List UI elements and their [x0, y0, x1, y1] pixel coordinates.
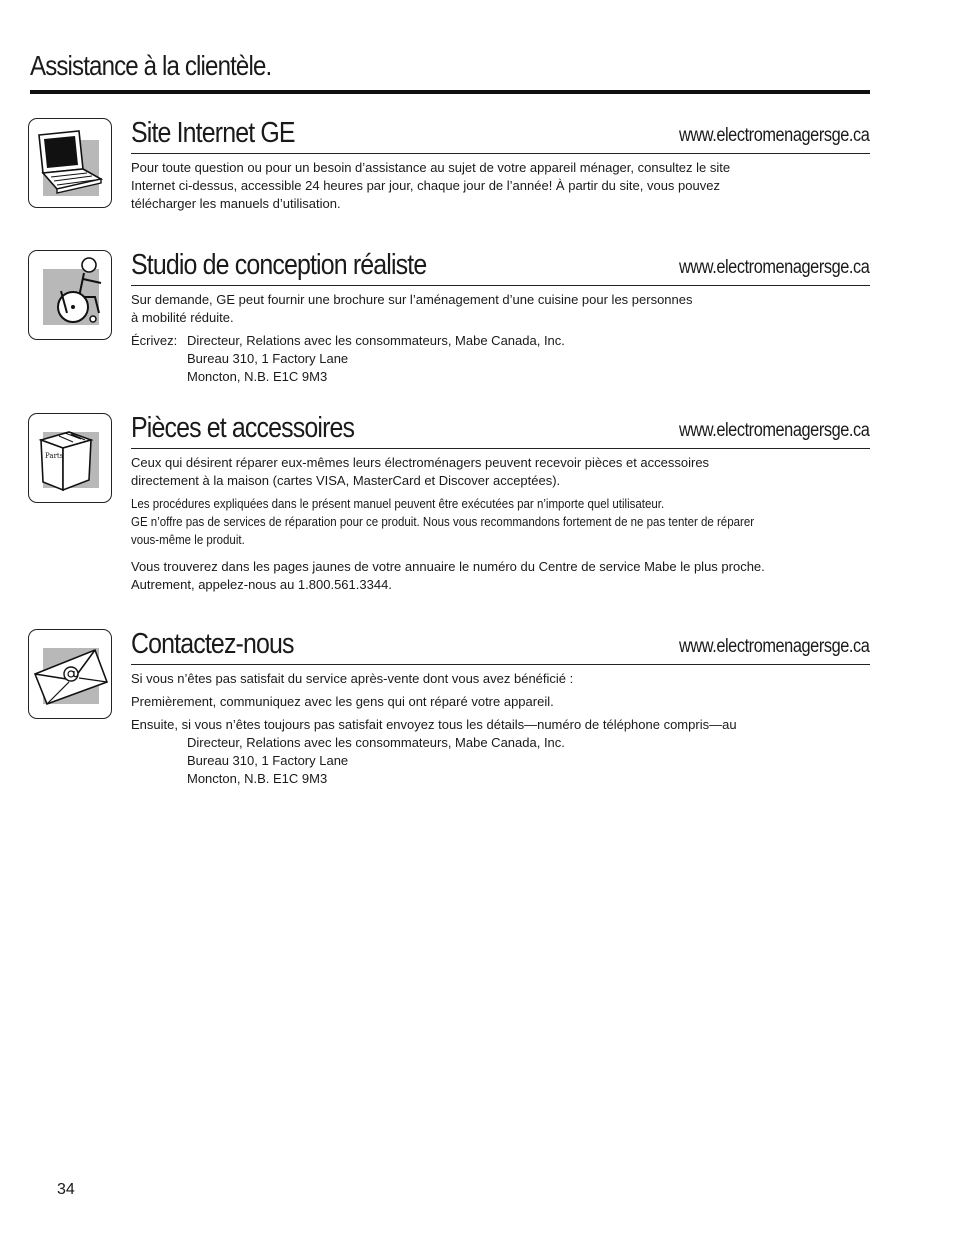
website-link[interactable]: www.electromenagersge.ca [678, 420, 869, 441]
wheelchair-icon [28, 250, 112, 340]
note-line: GE n’offre pas de services de réparation pour ce produit. Nous vous recommandons fortement de ne pas tenter de réparer [131, 515, 755, 529]
website-link[interactable]: www.electromenagersge.ca [678, 125, 869, 146]
address-line: Directeur, Relations avec les consommateurs, Mabe Canada, Inc. [187, 333, 565, 348]
section-title: Site Internet GE [131, 117, 295, 149]
website-link[interactable]: www.electromenagersge.ca [678, 257, 869, 278]
title-rule [30, 90, 870, 94]
page-title: Assistance à la clientèle. [30, 50, 272, 81]
address-line: Moncton, N.B. E1C 9M3 [187, 369, 328, 384]
section-title: Studio de conception réaliste [131, 249, 427, 281]
address-line: Moncton, N.B. E1C 9M3 [187, 771, 328, 786]
parts-box-icon [28, 413, 112, 503]
body-line: directement à la maison (cartes VISA, MasterCard et Discover acceptées). [131, 473, 561, 488]
body-line: Vous trouverez dans les pages jaunes de votre annuaire le numéro du Centre de service Mabe le plus proche. [131, 559, 765, 574]
section-body [131, 454, 831, 594]
service-center-info [131, 558, 831, 594]
body-line: Internet ci-dessus, accessible 24 heures par jour, chaque jour de l’année! À partir du site, vous pouvez [131, 178, 720, 193]
note-line: vous-même le produit. [131, 533, 245, 547]
laptop-icon [28, 118, 112, 208]
section-title: Pièces et accessoires [131, 412, 355, 444]
mailing-address [131, 332, 831, 386]
repair-notes [131, 495, 830, 549]
body-line: Autrement, appelez-nous au 1.800.561.3344. [131, 577, 392, 592]
address-line: Bureau 310, 1 Factory Lane [187, 351, 349, 366]
address-line: Bureau 310, 1 Factory Lane [187, 753, 349, 768]
section-body [131, 291, 831, 386]
section-rule [131, 664, 870, 665]
website-link[interactable]: www.electromenagersge.ca [678, 636, 869, 657]
address-line: Directeur, Relations avec les consommateurs, Mabe Canada, Inc. [187, 735, 565, 750]
body-line: à mobilité réduite. [131, 310, 234, 325]
email-envelope-icon [28, 629, 112, 719]
section-rule [131, 153, 870, 154]
body-line: Sur demande, GE peut fournir une brochure sur l’aménagement d’une cuisine pour les personnes [131, 292, 693, 307]
mailing-address [131, 734, 891, 788]
body-line: Premièrement, communiquez avec les gens qui ont réparé votre appareil. [131, 694, 554, 709]
body-line: Si vous n’êtes pas satisfait du service après-vente dont vous avez bénéficié : [131, 671, 574, 686]
body-line: Pour toute question ou pour un besoin d’assistance au sujet de votre appareil ménager, consultez le site [131, 160, 731, 175]
section-rule [131, 448, 870, 449]
section-body [131, 159, 831, 213]
body-line: télécharger les manuels d’utilisation. [131, 196, 341, 211]
section-rule [131, 285, 870, 286]
parts-label: Parts [45, 452, 64, 460]
note-line: Les procédures expliquées dans le présent manuel peuvent être exécutées par n’importe quel utilisateur. [131, 497, 665, 511]
write-label: Écrivez: [131, 333, 178, 348]
page-number: 34 [57, 1181, 75, 1198]
section-body [131, 670, 891, 788]
section-title: Contactez-nous [131, 628, 294, 660]
body-line: Ensuite, si vous n’êtes toujours pas satisfait envoyez tous les détails—numéro de téléphone compris—au [131, 717, 737, 732]
body-line: Ceux qui désirent réparer eux-mêmes leurs électroménagers peuvent recevoir pièces et accessoires [131, 455, 710, 470]
